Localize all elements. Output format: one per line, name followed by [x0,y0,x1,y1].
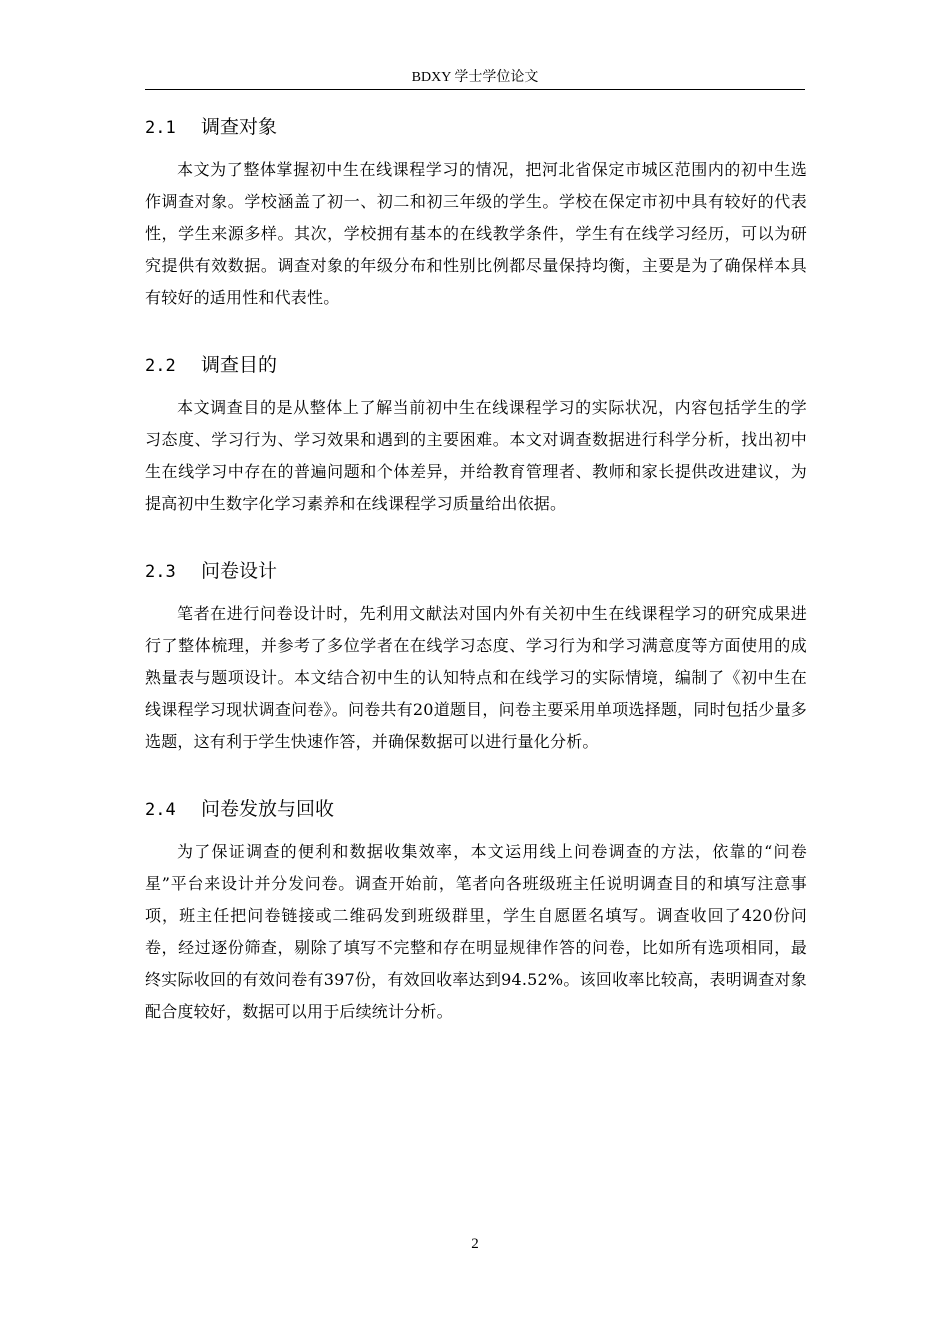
section-number: 2.2 [145,356,176,376]
section-title: 问卷设计 [201,560,278,582]
section-heading [145,350,807,380]
section-title: 调查目的 [201,354,278,376]
section-paragraph: 为了保证调查的便利和数据收集效率，本文运用线上问卷调查的方法，依靠的“问卷星”平台来设计并分发问卷。调查开始前，笔者向各班级班主任说明调查目的和填写注意事项，班主任把问卷链接或二维码发到班级群里，学生自愿匿名填写。调查收回了420份问卷，经过逐份筛查，剔除了填写不完整和存在明显规律作答的问卷，比如所有选项相同，最终实际收回的有效问卷有397份，有效回收率达到94.52%。该回收率比较高，表明调查对象配合度较好，数据可以用于后续统计分析。 [145,842,807,1021]
page-body [145,112,807,1064]
section-2-3 [145,556,807,758]
section-2-2 [145,350,807,520]
section-heading [145,556,807,586]
section-number: 2.1 [145,118,176,138]
section-number: 2.4 [145,800,176,820]
page-number: 2 [471,1236,479,1252]
section-number: 2.3 [145,562,176,582]
section-paragraph: 笔者在进行问卷设计时，先利用文献法对国内外有关初中生在线课程学习的研究成果进行了整体梳理，并参考了多位学者在在线学习态度、学习行为和学习满意度等方面使用的成熟量表与题项设计。本文结合初中生的认知特点和在线学习的实际情境，编制了《初中生在线课程学习现状调查问卷》。问卷共有20道题目，问卷主要采用单项选择题，同时包括少量多选题，这有利于学生快速作答，并确保数据可以进行量化分析。 [145,604,807,751]
section-title: 问卷发放与回收 [201,798,335,820]
section-heading [145,112,807,142]
header-divider [145,89,805,90]
section-2-4 [145,794,807,1028]
running-header: BDXY 学士学位论文 [411,70,539,85]
section-paragraph: 本文为了整体掌握初中生在线课程学习的情况，把河北省保定市城区范围内的初中生选作调查对象。学校涵盖了初一、初二和初三年级的学生。学校在保定市初中具有较好的代表性，学生来源多样。其次，学校拥有基本的在线教学条件，学生有在线学习经历，可以为研究提供有效数据。调查对象的年级分布和性别比例都尽量保持均衡，主要是为了确保样本具有较好的适用性和代表性。 [145,160,807,307]
section-paragraph: 本文调查目的是从整体上了解当前初中生在线课程学习的实际状况，内容包括学生的学习态度、学习行为、学习效果和遇到的主要困难。本文对调查数据进行科学分析，找出初中生在线学习中存在的普遍问题和个体差异，并给教育管理者、教师和家长提供改进建议，为提高初中生数字化学习素养和在线课程学习质量给出依据。 [145,398,807,513]
section-title: 调查对象 [201,116,278,138]
section-2-1 [145,112,807,314]
section-heading [145,794,807,824]
